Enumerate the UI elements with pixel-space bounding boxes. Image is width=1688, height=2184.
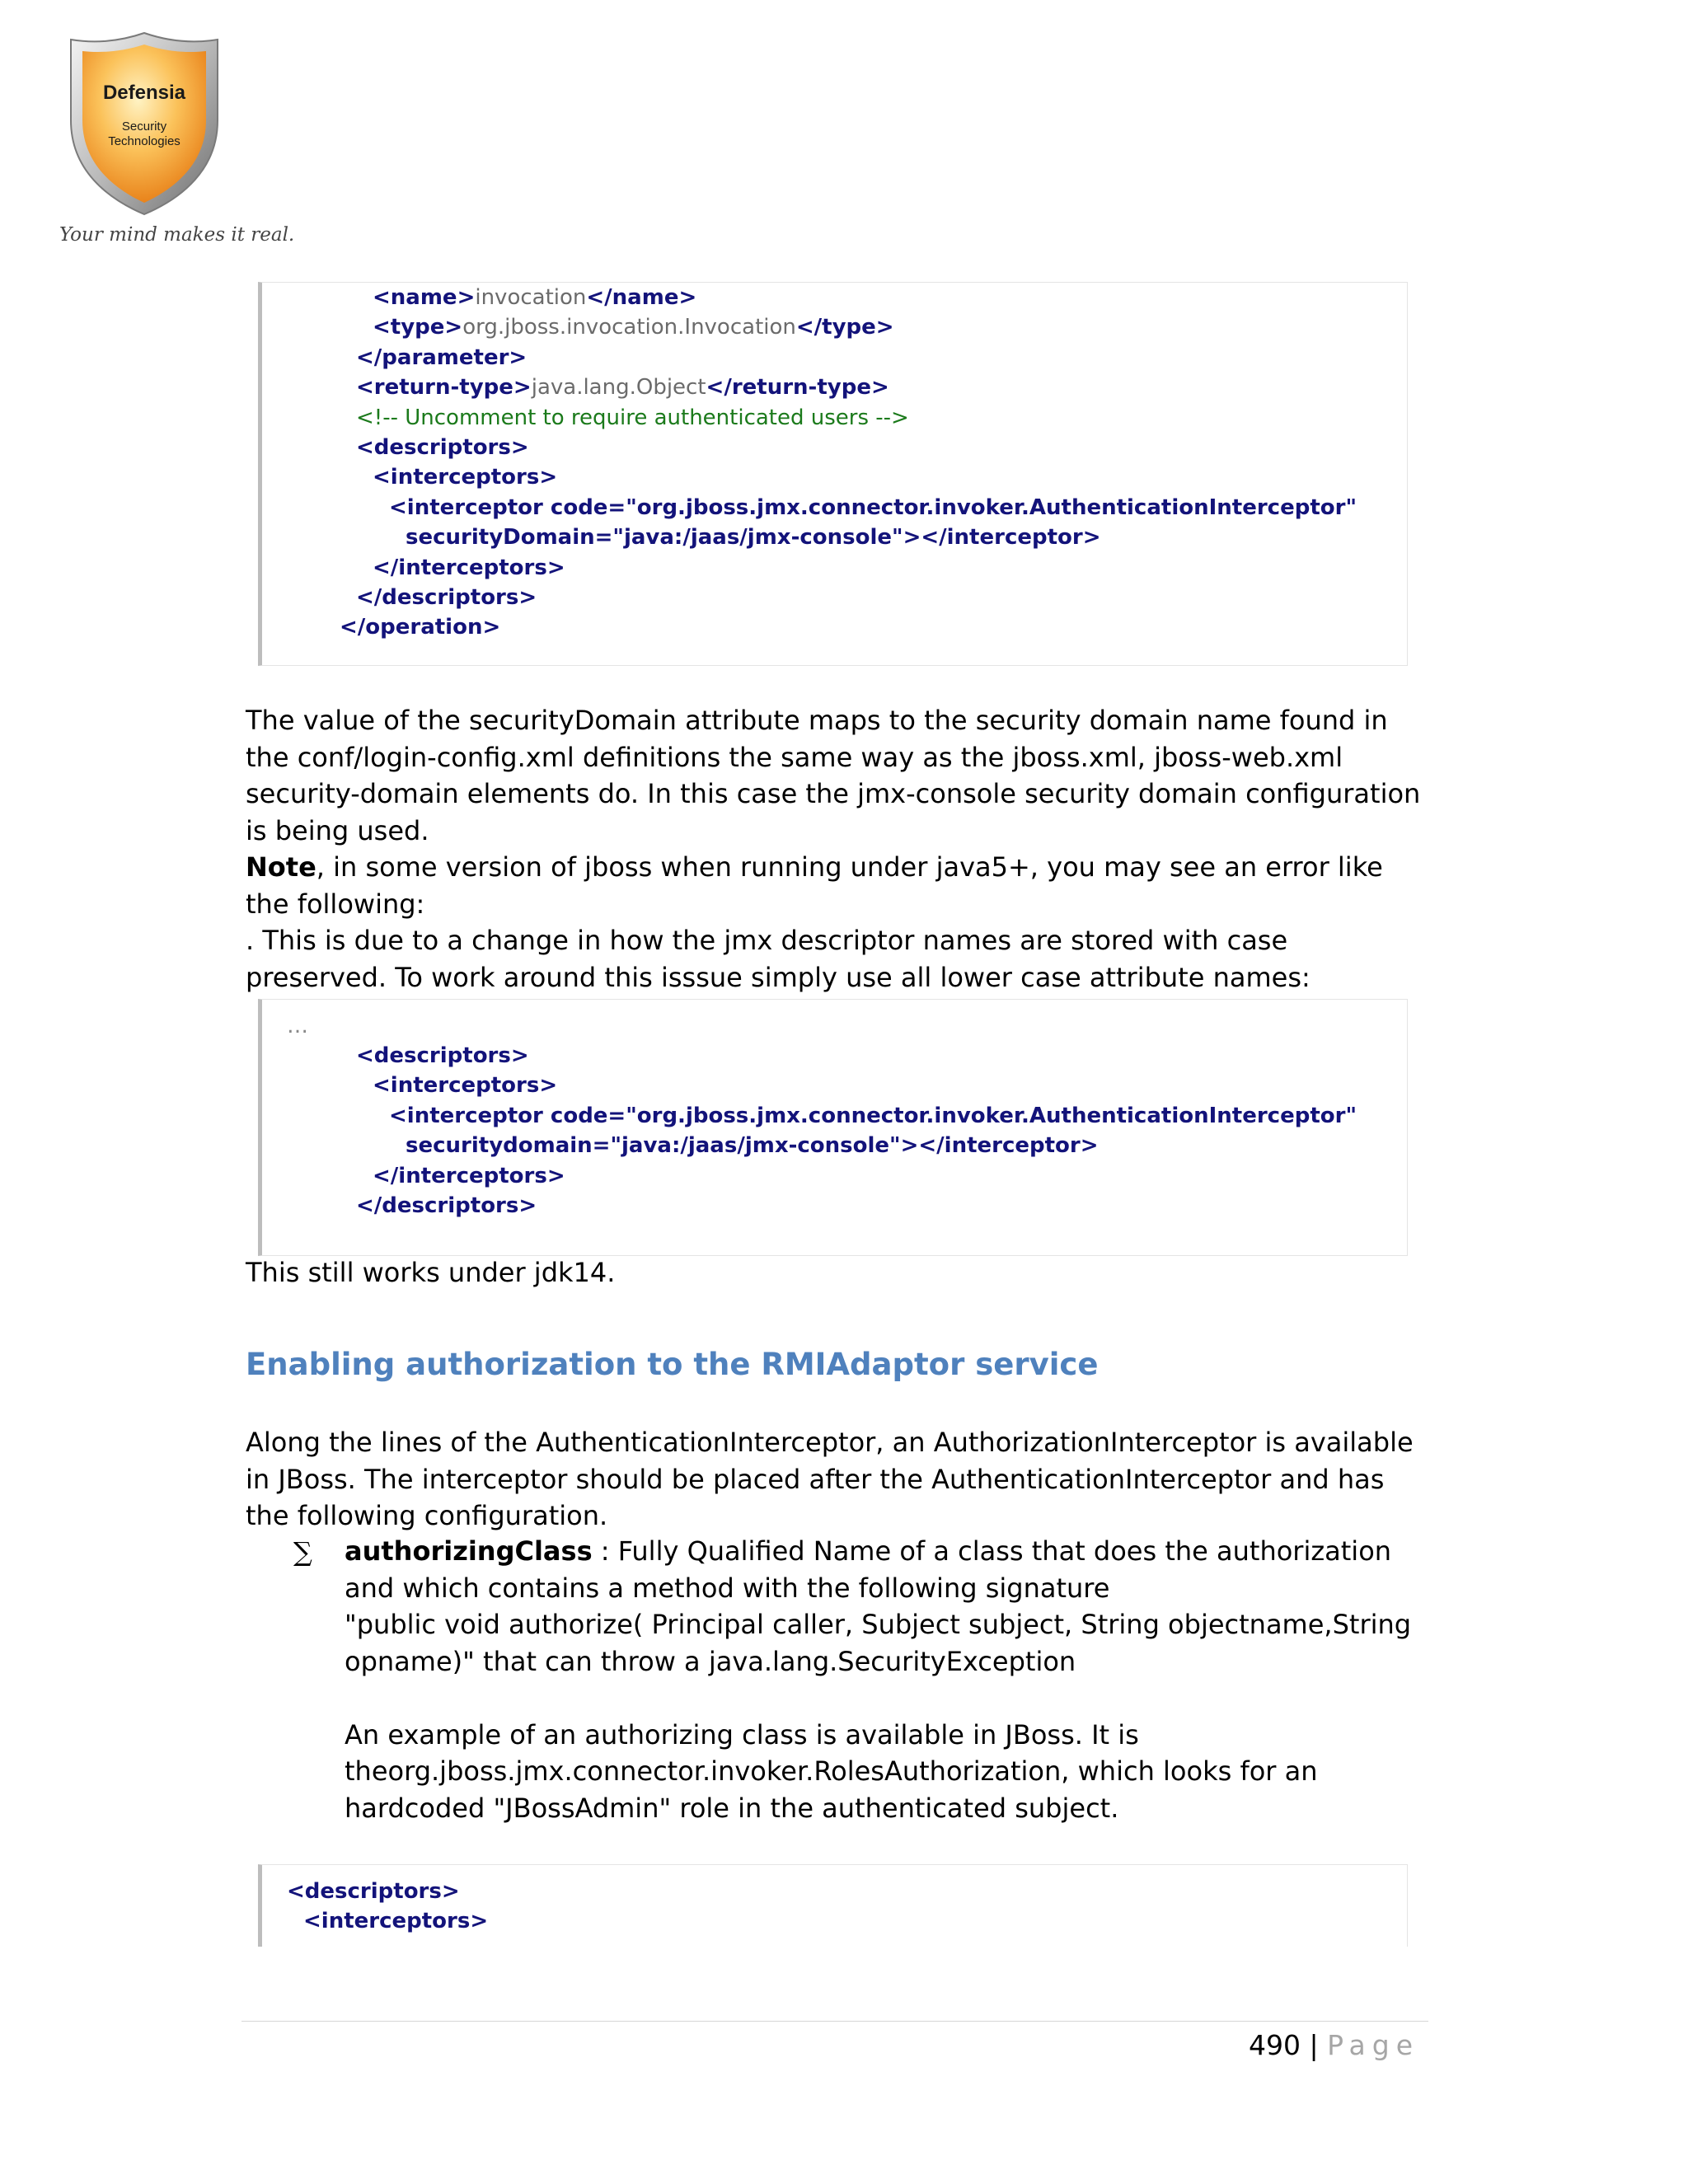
logo-sub2: Technologies — [108, 134, 181, 148]
section-heading: Enabling authorization to the RMIAdaptor service — [246, 1347, 1099, 1382]
code-line — [303, 1906, 488, 1936]
code-line — [389, 493, 1357, 523]
bullet-authorizing-class — [345, 1533, 1432, 1826]
logo-tagline: Your mind makes it real. — [59, 224, 295, 246]
footer-separator: | — [1309, 2029, 1319, 2061]
code-token: <type> — [373, 315, 463, 340]
code-token: <descriptors> — [356, 1043, 529, 1068]
bullet-example: An example of an authorizing class is available in JBoss. It is theorg.jboss.jmx.connector.invoker.RolesAuthorization, which looks for an hardcoded "JBossAdmin" role in the authenticated subject. — [345, 1718, 1318, 1824]
bullet-desc: : Fully Qualified Name of a class that does the authorization and which contains a method with the following signature — [345, 1535, 1392, 1604]
code-token: </interceptors> — [373, 555, 565, 580]
code-token: org.jboss.invocation.Invocation — [462, 315, 796, 340]
code-token: securitydomain="java:/jaas/jmx-console"></interceptor> — [406, 1133, 1099, 1159]
code-token: <interceptor code="org.jboss.jmx.connector.invoker.AuthenticationInterceptor" — [389, 1103, 1357, 1128]
code-line — [373, 283, 696, 312]
note-label: Note — [246, 851, 316, 883]
logo-brand: Defensia — [102, 82, 186, 104]
code-token: <descriptors> — [356, 435, 529, 460]
code-token: </return-type> — [706, 375, 889, 401]
code-token: <!-- Uncomment to require authenticated users --> — [356, 405, 909, 430]
code-line — [373, 1161, 565, 1191]
code-token: <name> — [373, 285, 476, 310]
code-line — [356, 583, 537, 612]
code-token: </descriptors> — [356, 585, 537, 610]
code-block-authorization-descriptors — [258, 1864, 1408, 1947]
code-token: </operation> — [340, 615, 501, 640]
code-line — [287, 1877, 460, 1906]
shield-logo-icon — [66, 30, 223, 218]
code-token: </descriptors> — [356, 1193, 537, 1218]
code-token: <interceptors> — [373, 1073, 558, 1099]
code-token: securityDomain="java:/jaas/jmx-console"></interceptor> — [406, 525, 1101, 551]
code-block-descriptors-lowercase — [258, 999, 1408, 1256]
code-line — [389, 1101, 1357, 1131]
bullet-signature-2: opname)" that can throw a java.lang.SecurityException — [345, 1645, 1076, 1677]
bullet-term: authorizingClass — [345, 1535, 593, 1567]
page-label: Page — [1327, 2029, 1419, 2061]
code-token: <interceptor code="org.jboss.jmx.connector.invoker.AuthenticationInterceptor" — [389, 494, 1357, 520]
code-token: </interceptors> — [373, 1163, 565, 1188]
page-footer — [1249, 2021, 1419, 2070]
note-text: , in some version of jboss when running under java5+, you may see an error like the following: — [246, 851, 1383, 920]
code-line — [406, 523, 1101, 552]
page-number: 490 — [1248, 2029, 1301, 2061]
code-line — [340, 612, 500, 642]
bullet-signature-1: "public void authorize( Principal caller, Subject subject, String objectname,String — [345, 1609, 1412, 1640]
code-line — [356, 1191, 537, 1221]
code-token: <return-type> — [356, 375, 532, 401]
code-line — [406, 1131, 1099, 1160]
code-line — [373, 553, 565, 583]
paragraph-security-domain: The value of the securityDomain attribute maps to the security domain name found in the conf/login-config.xml definitions the same way as the jboss.xml, jboss-web.xml security-domain elements do. In this case the jmx-console security domain configuration is being used. — [246, 705, 1421, 846]
code-line — [373, 462, 557, 492]
company-logo — [56, 30, 295, 260]
code-line — [356, 1041, 529, 1071]
code-line — [373, 312, 894, 342]
code-token: </type> — [795, 315, 894, 340]
code-token: invocation — [475, 285, 587, 310]
logo-sub1: Security — [121, 120, 167, 134]
code-token: <interceptors> — [373, 465, 558, 490]
code-line — [356, 373, 889, 402]
paragraph-note — [246, 849, 1424, 996]
code-token: </parameter> — [356, 344, 528, 370]
note-line2: . This is due to a change in how the jmx descriptor names are stored with case preserved. To work around this isssue simply use all lower case attribute names: — [246, 925, 1311, 993]
code-token: … — [287, 1014, 308, 1038]
code-block-operation — [258, 282, 1408, 666]
paragraph-still-works: This still works under jdk14. — [246, 1257, 616, 1288]
bullet-icon: ∑ — [293, 1536, 312, 1568]
code-line — [373, 1071, 557, 1100]
code-token: </name> — [586, 285, 697, 310]
code-token: java.lang.Object — [531, 375, 706, 401]
code-line — [287, 1011, 308, 1041]
code-token: <interceptors> — [303, 1909, 489, 1934]
code-line — [356, 403, 909, 433]
code-line — [356, 433, 529, 462]
code-token: <descriptors> — [287, 1879, 460, 1904]
paragraph-authorization-interceptor: Along the lines of the AuthenticationInterceptor, an AuthorizationInterceptor is available in JBoss. The interceptor should be placed after the AuthenticationInterceptor and has the following configuration. — [246, 1427, 1414, 1531]
code-line — [356, 343, 527, 373]
